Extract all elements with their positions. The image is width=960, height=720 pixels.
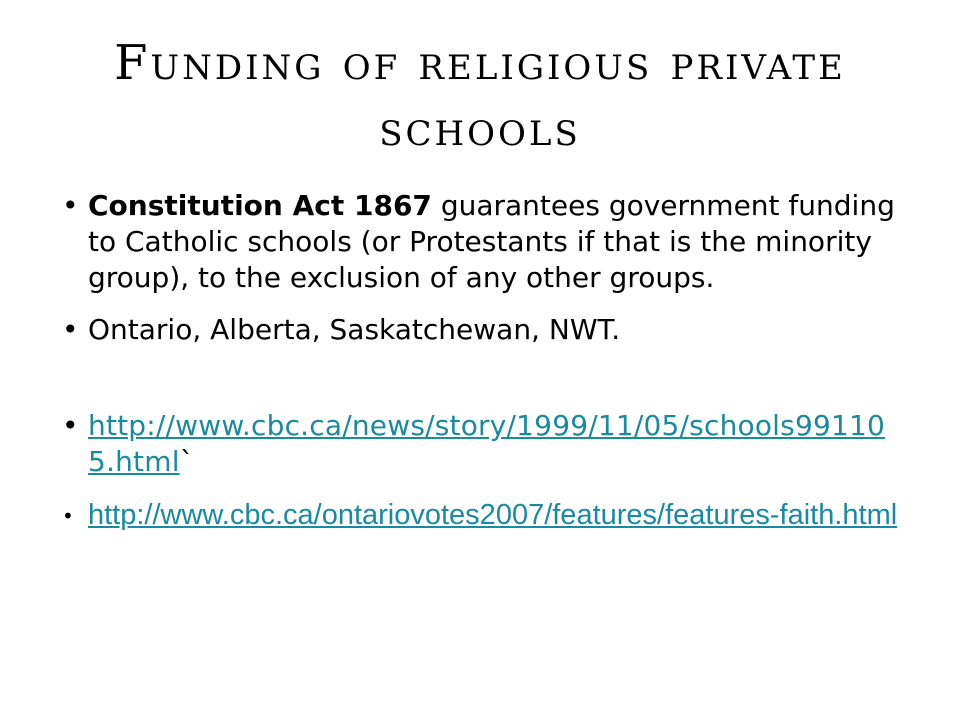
bullet-text [88,499,897,531]
cbc-schools-link[interactable]: http://www.cbc.ca/news/story/1999/11/05/schools991105.html [88,409,886,478]
bullet-constitution-act [62,188,912,296]
bullet-cbc-link-2007 [62,496,912,533]
link-suffix: ` [179,445,194,478]
bullet-cbc-link-1999 [62,408,912,480]
bullet-text [88,409,885,478]
bullet-list [62,188,912,533]
slide-title: Funding of religious private schools [114,35,846,157]
bullet-body-text: guarantees government funding to Catholic schools (or Protestants if that is the minority group), to the exclusion of any other groups. [88,189,895,294]
bullet-dot-icon: • [62,409,79,442]
bullet-provinces [62,312,912,348]
bullet-text: Ontario, Alberta, Saskatchewan, NWT. [88,313,621,346]
bullet-text [88,189,895,294]
bullet-dot-icon: • [62,189,79,222]
bullet-dot-icon: • [62,313,79,346]
bullet-dot-icon: • [62,504,74,528]
cbc-features-faith-link[interactable]: http://www.cbc.ca/ontariovotes2007/features/features-faith.html [88,499,898,531]
bold-phrase: Constitution Act 1867 [88,189,432,222]
